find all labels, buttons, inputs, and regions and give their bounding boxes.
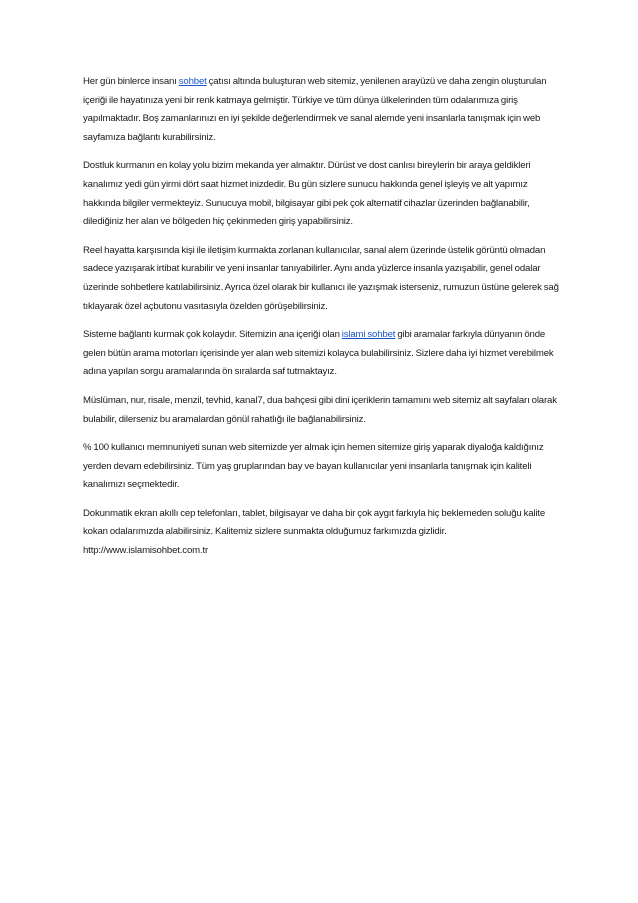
- document-page: [83, 73, 559, 571]
- paragraph-text: Her gün binlerce insanı: [83, 76, 179, 87]
- paragraph: [83, 505, 559, 561]
- paragraph-text: çatısı altında buluşturan web sitemiz, yenilenen arayüzü ve daha zengin oluşturulan içeriği ile hayatınıza yeni bir renk katmaya gelmiştir. Türkiye ve tüm dünya ülkelerinden tüm odalarımıza giriş yapılmaktadır. Boş zamanlarınızı en iyi şekilde değerlendirmek ve sanal alemde yeni insanlarla tanışmak için web sayfamıza bağlantı kurabilirsiniz.: [83, 76, 547, 143]
- paragraph: [83, 439, 559, 495]
- paragraph-text: Reel hayatta karşısında kişi ile iletişim kurmakta zorlanan kullanıcılar, sanal alem üzerinde üstelik görüntü olmadan sadece yazışarak irtibat kurabilir ve yeni insanlar tanıyabilirler. Aynı anda yüzlerce insanla yazışabilir, genel odalar üzerinde sohbetlere katılabilirsiniz. Ayrıca özel olarak bir kullanıcı ile yazışmak isterseniz, rumuzun üstüne gelerek sağ tıklayarak özel açbutonu vasıtasıyla özelden görüşebilirsiniz.: [83, 244, 559, 312]
- paragraph: [83, 242, 559, 316]
- paragraph: [83, 157, 559, 231]
- paragraph: [83, 392, 559, 429]
- paragraph-text: Müslüman, nur, risale, menzil, tevhid, kanal7, dua bahçesi gibi dini içeriklerin tamamını web sitemiz alt sayfaları olarak bulabilir, dilerseniz bu aramalardan gönül rahatlığı ile bağlanabilirsiniz.: [83, 394, 557, 425]
- paragraph-text: % 100 kullanıcı memnuniyeti sunan web sitemizde yer almak için hemen sitemize giriş yaparak diyaloğa kaldığınız yerden devam edebilirsiniz. Tüm yaş gruplarından bay ve bayan kullanıcılar yeni insanlarla tanışmak için kaliteli kanalımızı seçmektedir.: [83, 442, 544, 491]
- paragraph-text: gibi aramalar farkıyla dünyanın önde gelen bütün arama motorları içerisinde yer alan web sitemizi kolayca bulabilirsiniz. Sizlere daha iyi hizmet verebilmek adına yapılan sorgu aramalarında ön sıralarda saf tutmaktayız.: [83, 329, 554, 378]
- paragraph-text: Sisteme bağlantı kurmak çok kolaydır. Sitemizin ana içeriği olan: [83, 329, 342, 341]
- paragraph: [83, 73, 559, 147]
- paragraph: [83, 326, 559, 382]
- paragraph-text: Dokunmatik ekran akıllı cep telefonları, tablet, bilgisayar ve daha bir çok aygıt farkıyla hiç beklemeden soluğu kalite kokan odalarımızda alabilirsiniz. Kalitemiz sizlere sunmakta olduğumuz farkımızda gizlidir. http://www.islamisohbet.com.tr: [83, 507, 546, 557]
- paragraph-text: Dostluk kurmanın en kolay yolu bizim mekanda yer almaktır. Dürüst ve dost canlısı bireylerin bir araya geldikleri kanalımız yedi gün yirmi dört saat hizmet inizdedir. Bu gün sizlere sunucu hakkında genel işleyiş ve alt yapımız hakkında bilgiler vermekteyiz. Sunucuya mobil, bilgisayar gibi pek çok alternatif cihazlar üzerinden bağlanabilir, dilediğiniz her alan ve bölgeden hiç çekinmeden giriş yapabilirsiniz.: [83, 160, 531, 228]
- sohbet-link[interactable]: sohbet: [178, 76, 207, 87]
- islami-sohbet-link[interactable]: islami sohbet: [341, 329, 396, 341]
